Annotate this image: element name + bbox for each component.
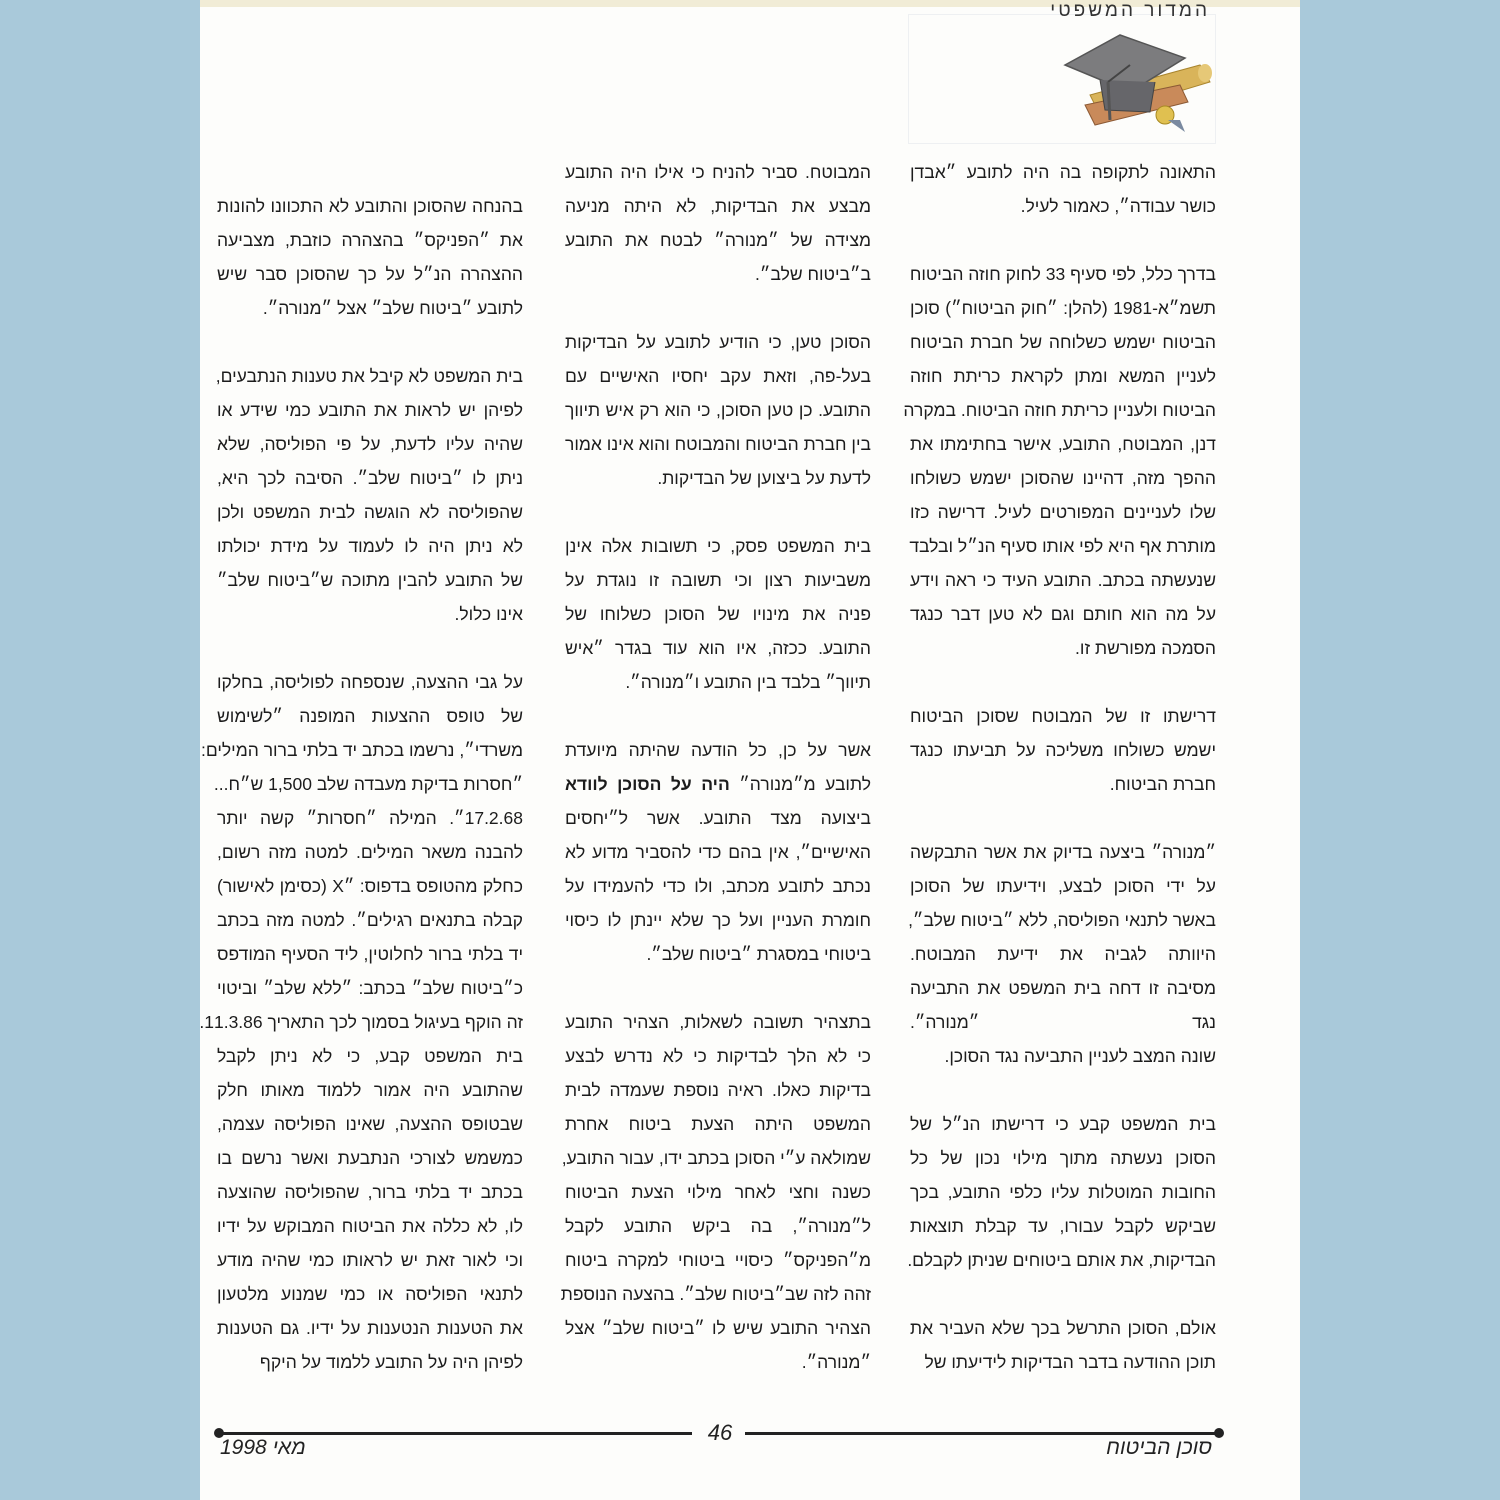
- text-line: מותרת אף היא לפי אותו סעיף הנ״ל ובלבד: [909, 536, 1216, 556]
- text-line: הסמכה מפורשת זו.: [1075, 638, 1216, 658]
- text-line: זה הוקף בעיגול בסמוך לכך התאריך 11.3.86.: [199, 1012, 523, 1032]
- text-line: לתנאי הפוליסה או כמי שמנוע מלטעון: [217, 1284, 523, 1304]
- text-line: של טופס ההצעות המופנה ״לשימוש: [217, 706, 523, 726]
- text-line: משביעות רצון וכי תשובה זו נוגדת על: [565, 570, 871, 590]
- text-line: דרישתו זו של המבוטח שסוכן הביטוח: [910, 706, 1216, 726]
- text-line: על גבי ההצעה, שנספחה לפוליסה, בחלקו: [217, 672, 523, 692]
- article-column-middle: [560, 155, 871, 1413]
- text-line: 17.2.68״. המילה ״חסרות״ קשה יותר: [217, 808, 523, 828]
- text-line: שהפוליסה לא הוגשה לבית המשפט ולכן: [217, 502, 523, 522]
- text-line: אינו כלול.: [454, 604, 523, 624]
- text-line: תשמ״א-1981 (להלן: ״חוק הביטוח״) סוכן: [910, 298, 1216, 318]
- text-line: את הטענות הנטענות על ידיו. גם הטענות: [217, 1318, 523, 1338]
- paragraph: [565, 529, 871, 699]
- text-line: האישיים״, אין בהם כדי להסביר מדוע לא: [565, 842, 871, 862]
- text-line: בית המשפט קבע כי דרישתו הנ״ל של: [910, 1114, 1216, 1134]
- text-line: התובע. כן טען הסוכן, כי הוא רק איש תיווך: [565, 400, 871, 420]
- footer-rule-right: [745, 1432, 1220, 1435]
- footer-dot-right: [1214, 1428, 1224, 1438]
- text-line: על מה הוא חותם וגם לא טען דבר כנגד: [910, 604, 1216, 624]
- text-line: שמולאה ע״י הסוכן בכתב ידו, עבור התובע,: [561, 1148, 871, 1168]
- text-line: בין חברת הביטוח והמבוטח והוא אינו אמור: [565, 434, 871, 454]
- text-line: הביטוח ולעניין כריתת חוזה הביטוח. במקרה: [903, 400, 1216, 420]
- paragraph: [910, 699, 1216, 801]
- text-line: המבוטח. סביר להניח כי אילו היה התובע: [565, 162, 871, 182]
- text-line: ״מנורה״ ביצעה בדיוק את אשר התבקשה: [910, 842, 1216, 862]
- text-line: בדרך כלל, לפי סעיף 33 לחוק חוזה הביטוח: [909, 264, 1216, 284]
- paragraph: [910, 835, 1216, 1073]
- text-line: לא ניתן היה לו לעמוד על מידת יכולתו: [217, 536, 523, 556]
- text-segment: לתובע מ״מנורה״: [729, 774, 871, 794]
- text-line: תוכן ההודעה בדבר הבדיקות לידיעתו של: [924, 1352, 1216, 1372]
- text-line: חומרת העניין ועל כך שלא יינתן לו כיסוי: [565, 910, 871, 930]
- text-line: הסוכן נעשתה מתוך מילוי נכון של כל: [910, 1148, 1216, 1168]
- text-line: מסיבה זו דחה בית המשפט את התביעה: [910, 978, 1216, 998]
- text-line: שבטופס ההצעה, שאינו הפוליסה עצמה,: [217, 1114, 523, 1134]
- text-line: זהה לזה שב״ביטוח שלב״. בהצעה הנוספת: [560, 1284, 871, 1304]
- section-title: המדור המשפטי: [1050, 0, 1210, 21]
- text-line: שלו לעניינים המפורטים לעיל. דרישה כזו: [910, 502, 1216, 522]
- text-line: נכתב לתובע מכתב, ולו כדי להעמידו על: [565, 876, 871, 896]
- text-line: החובות המוטלות עליו כלפי התובע, בכך: [910, 1182, 1216, 1202]
- text-line: כחלק מהטופס בדפוס: ״X (כסימן לאישור): [217, 876, 524, 896]
- page-number: 46: [707, 1420, 733, 1445]
- text-line: בעל-פה, וזאת עקב יחסיו האישיים עם: [565, 366, 871, 386]
- text-line: כמשמש לצורכי הנתבעת ואשר נרשם בו: [217, 1148, 523, 1168]
- text-line: ל״מנורה״, בה ביקש התובע לקבל: [565, 1216, 871, 1236]
- text-line: ניתן לו ״ביטוח שלב״. הסיבה לכך היא,: [217, 468, 523, 488]
- text-line: לדעת על ביצוען של הבדיקות.: [657, 468, 871, 488]
- text-line: ״חסרות בדיקת מעבדה שלב 1,500 ש״ח...: [213, 774, 523, 794]
- text-line: כי לא הלך לבדיקות כי לא נדרש לבצע: [565, 1046, 871, 1066]
- paragraph: [199, 665, 524, 1379]
- text-line: על ידי הסוכן לבצע, וידיעתו של הסוכן: [910, 876, 1216, 896]
- text-line: בית המשפט פסק, כי תשובות אלה אינן: [565, 536, 871, 556]
- text-line: מצידה של ״מנורה״ לבטח את התובע: [565, 230, 871, 250]
- article-column-left: [199, 189, 524, 1413]
- text-line: לפיהן יש לראות את התובע כמי שידע או: [217, 400, 523, 420]
- text-line: לתובע ״ביטוח שלב״ אצל ״מנורה״.: [262, 298, 523, 318]
- paragraph: [217, 359, 523, 631]
- paragraph: [560, 1005, 871, 1379]
- text-line: יד בלתי ברור לחלוטין, ליד הסעיף המודפס: [217, 944, 523, 964]
- text-line: את ״הפניקס״ בהצהרה כוזבת, מצביעה: [217, 230, 523, 250]
- text-line: שהתובע היה אמור ללמוד מאותו חלק: [217, 1080, 523, 1100]
- text-line: נגד ״מנורה״.: [910, 1012, 1216, 1032]
- text-line: ביטוחי במסגרת ״ביטוח שלב״.: [646, 944, 871, 964]
- text-line: כשנה וחצי לאחר מילוי הצעת הביטוח: [565, 1182, 871, 1202]
- text-line: הצהיר התובע שיש לו ״ביטוח שלב״ אצל: [565, 1318, 871, 1338]
- text-line: דנן, המבוטח, התובע, אישר בחתימתו את: [910, 434, 1216, 454]
- text-line: בית המשפט קבע, כי לא ניתן לקבל: [217, 1046, 523, 1066]
- paragraph: [565, 155, 871, 291]
- text-line: בהנחה שהסוכן והתובע לא התכוונו להונות: [217, 196, 523, 216]
- footer-rule-left: [218, 1432, 692, 1435]
- paragraph: [910, 155, 1216, 223]
- text-line: היוותה לגביה את ידיעת המבוטח.: [910, 944, 1216, 964]
- text-line: לעניין המשא ומתן לקראת כריתת חוזה: [910, 366, 1216, 386]
- paragraph: [907, 1107, 1216, 1277]
- text-line: ״מנורה״.: [801, 1352, 871, 1372]
- paragraph: [217, 189, 523, 325]
- article-column-right: [903, 155, 1216, 1413]
- bold-text: היה על הסוכן לוודא: [565, 774, 730, 794]
- text-line: ההצהרה הנ״ל על כך שהסוכן סבר שיש: [217, 264, 523, 284]
- text-line: פניה את מינויו של הסוכן כשלוחו של: [565, 604, 871, 624]
- footer-magazine-name: סוכן הביטוח: [1106, 1436, 1212, 1459]
- text-line: לו, לא כללה את הביטוח המבוקש על ידיו: [217, 1216, 523, 1236]
- paragraph: [565, 325, 871, 495]
- text-line: בדיקות כאלו. ראיה נוספת שעמדה לבית: [565, 1080, 871, 1100]
- paragraph: [903, 257, 1216, 665]
- paragraph: [565, 733, 871, 971]
- paragraph: [910, 1311, 1216, 1379]
- text-line: המשפט היתה הצעת ביטוח אחרת: [565, 1114, 871, 1134]
- text-line: התאונה לתקופה בה היה לתובע ״אבדן: [910, 162, 1216, 182]
- text-line: מ״הפניקס״ כיסויי ביטוחי למקרה ביטוח: [565, 1250, 871, 1270]
- text-line: לפיהן היה על התובע ללמוד על היקף: [259, 1352, 523, 1372]
- text-line: מבצע את הבדיקות, לא היתה מניעה: [565, 196, 871, 216]
- text-line: ב״ביטוח שלב״.: [755, 264, 871, 284]
- footer-issue-date: מאי 1998: [220, 1436, 306, 1459]
- text-line: בתצהיר תשובה לשאלות, הצהיר התובע: [565, 1012, 871, 1032]
- text-line: התובע. ככזה, איו הוא עוד בגדר ״איש: [565, 638, 871, 658]
- text-line: אשר על כן, כל הודעה שהיתה מיועדת: [565, 740, 871, 760]
- text-line: להבנה משאר המילים. למטה מזה רשום,: [217, 842, 523, 862]
- text-line: בית המשפט לא קיבל את טענות הנתבעים,: [215, 366, 523, 386]
- text-line: אולם, הסוכן התרשל בכך שלא העביר את: [910, 1318, 1216, 1338]
- text-line: קבלה בתנאים רגילים״. למטה מזה בכתב: [217, 910, 523, 930]
- text-line: [565, 767, 871, 801]
- text-line: שהיה עליו לדעת, על פי הפוליסה, שלא: [217, 434, 523, 454]
- text-line: ישמש כשולחו משליכה על תביעתו כנגד: [910, 740, 1216, 760]
- text-line: כ״ביטוח שלב״ בכתב: ״ללא שלב״ וביטוי: [217, 978, 523, 998]
- text-line: של התובע להבין מתוכה ש״ביטוח שלב״: [217, 570, 523, 590]
- text-line: משרדי״, נרשמו בכתב יד בלתי ברור המילים:: [200, 740, 523, 760]
- text-line: הסוכן טען, כי הודיע לתובע על הבדיקות: [565, 332, 871, 352]
- text-line: הבדיקות, את אותם ביטוחים שניתן לקבלם.: [907, 1250, 1216, 1270]
- text-line: כושר עבודה״, כאמור לעיל.: [1020, 196, 1216, 216]
- text-line: שונה המצב לעניין התביעה נגד הסוכן.: [944, 1046, 1216, 1066]
- text-line: וכי לאור זאת יש לראותו כמי שהיה מודע: [217, 1250, 523, 1270]
- text-line: חברת הביטוח.: [1109, 774, 1216, 794]
- text-line: באשר לתנאי הפוליסה, ללא ״ביטוח שלב״,: [908, 910, 1216, 930]
- text-line: שנעשתה בכתב. התובע העיד כי ראה וידע: [910, 570, 1216, 590]
- text-line: ההפך מזה, דהיינו שהסוכן ישמש כשולחו: [910, 468, 1216, 488]
- text-line: שביקש לקבל עבורו, עד קבלת תוצאות: [910, 1216, 1216, 1236]
- text-line: ביצועה מצד התובע. אשר ל״יחסים: [565, 808, 871, 828]
- text-line: תיווך״ בלבד בין התובע ו״מנורה״.: [625, 672, 871, 692]
- text-line: בכתב יד בלתי ברור, שהפוליסה שהוצעה: [217, 1182, 523, 1202]
- graduation-cap-icon: [1060, 20, 1215, 135]
- text-line: הביטוח ישמש כשלוחה של חברת הביטוח: [910, 332, 1216, 352]
